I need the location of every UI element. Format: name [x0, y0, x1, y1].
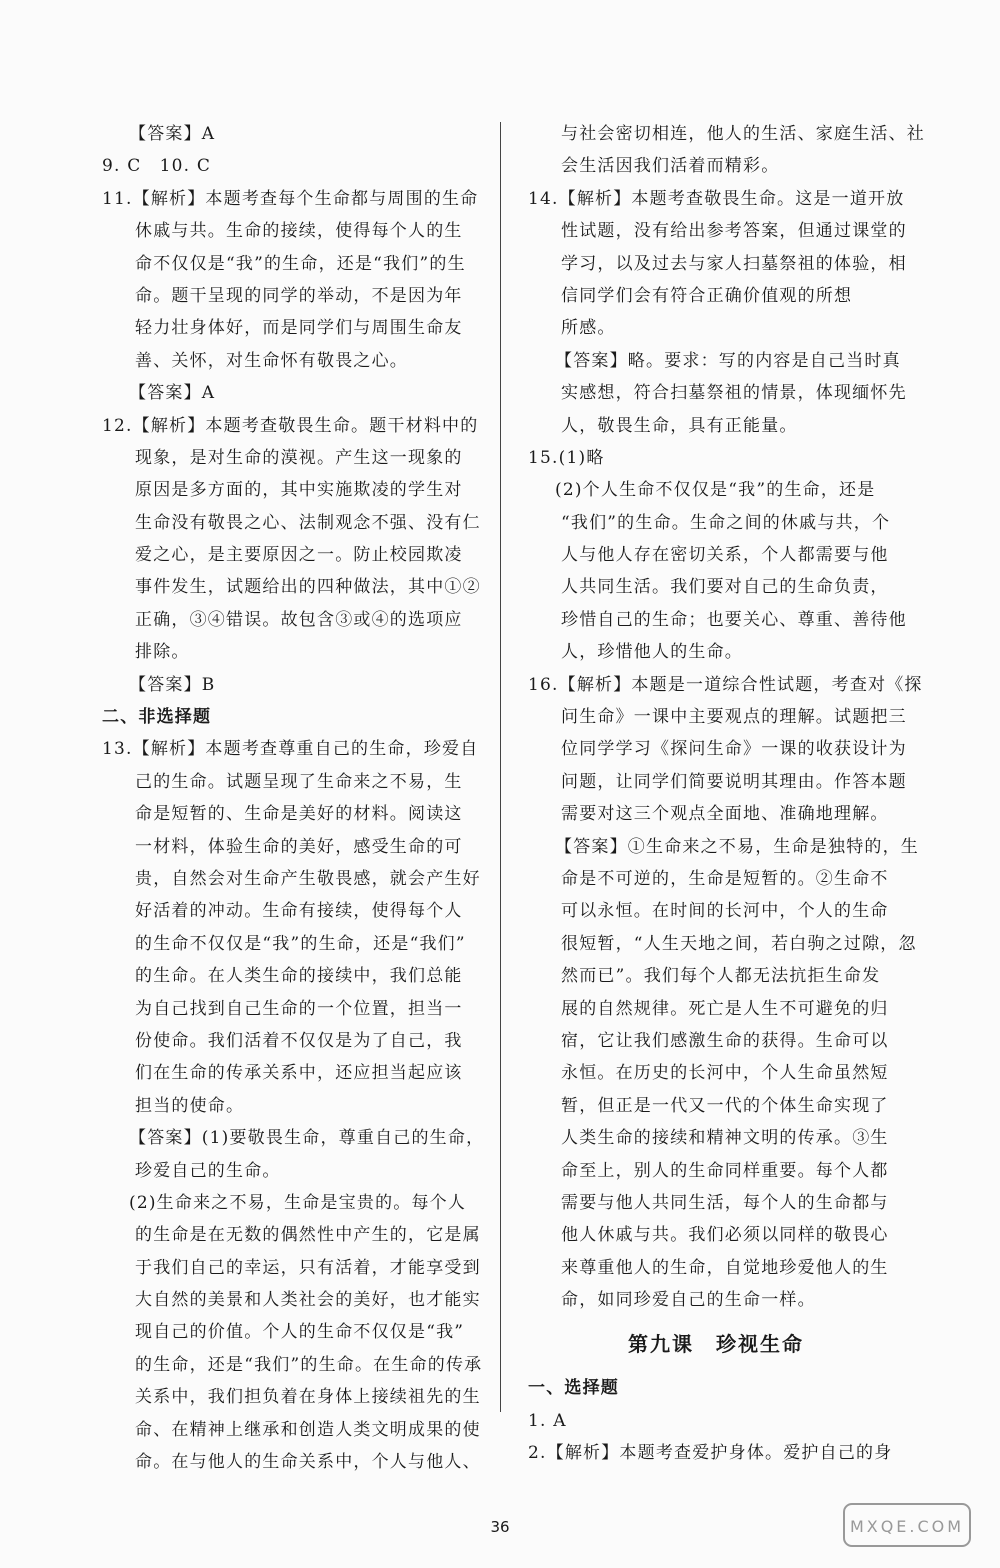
right-text-line: 很短暂，“人生天地之间，若白驹之过隙，忽 — [561, 933, 917, 954]
left-text-line: 于我们自己的幸运，只有活着，才能享受到 — [135, 1257, 481, 1278]
left-text-line: 己的生命。试题呈现了生命来之不易，生 — [135, 771, 463, 792]
left-text-line: 爱之心，是主要原因之一。防止校园欺凌 — [135, 545, 463, 566]
column-divider — [500, 122, 501, 1412]
left-text-line: (2)生命来之不易，生命是宝贵的。每个人 — [129, 1192, 467, 1213]
right-text-line: 与社会密切相连，他人的生活、家庭生活、社 — [561, 124, 925, 144]
right-text-line: 16.【解析】本题是一道综合性试题，考查对《探 — [528, 674, 923, 695]
right-text-line: 人与他人存在密切关系，个人都需要与他 — [561, 545, 889, 566]
left-text-line: 的生命。在人类生命的接续中，我们总能 — [135, 966, 463, 987]
lesson-title: 第九课 珍视生命 — [628, 1332, 804, 1357]
right_after-text-line: 2.【解析】本题考查爱护身体。爱护自己的身 — [528, 1443, 893, 1464]
left-text-line: 正确，③④错误。故包含③或④的选项应 — [135, 609, 463, 630]
left-text-line: 份使命。我们活着不仅仅是为了自己，我 — [135, 1030, 463, 1051]
right-text-line: 他人休戚与共。我们必须以同样的敬畏心 — [561, 1225, 889, 1246]
right-text-line: 人，珍惜他人的生命。 — [561, 642, 743, 663]
left-text-line: 13.【解析】本题考查尊重自己的生命，珍爱自 — [102, 739, 479, 760]
left-text-line: 现象，是对生命的漠视。产生这一现象的 — [135, 447, 463, 468]
left-text-line: 善、关怀，对生命怀有敬畏之心。 — [135, 350, 408, 371]
right-text-line: 性试题，没有给出参考答案，但通过课堂的 — [561, 221, 907, 242]
right-text-line: 人共同生活。我们要对自己的生命负责， — [561, 577, 889, 598]
left-text-line: 11.【解析】本题考查每个生命都与周围的生命 — [102, 188, 479, 209]
right-text-line: 珍惜自己的生命；也要关心、尊重、善待他 — [561, 609, 907, 630]
left-text-line: 贵，自然会对生命产生敬畏感，就会产生好 — [135, 868, 481, 889]
right-text-line: 人类生命的接续和精神文明的传承。③生 — [561, 1128, 889, 1149]
left-text-line: 命不仅仅是“我”的生命，还是“我们”的生 — [135, 253, 466, 274]
right-text-line: 位同学学习《探问生命》一课的收获设计为 — [561, 739, 907, 760]
right-column-lines — [528, 118, 925, 1316]
left-text-line: 的生命，还是“我们”的生命。在生命的传承 — [135, 1354, 483, 1375]
left-text-line: 一材料，体验生命的美好，感受生命的可 — [135, 836, 463, 857]
left-text-line: 【答案】(1)要敬畏生命，尊重自己的生命， — [129, 1128, 485, 1149]
left-text-line: 排除。 — [135, 642, 190, 663]
right-text-line: 然而已”。我们每个人都无法抗拒生命发 — [561, 966, 881, 987]
right-text-line: 问题，让同学们简要说明其理由。作答本题 — [561, 771, 907, 792]
left-text-line: 事件发生，试题给出的四种做法，其中①② — [135, 577, 481, 598]
left-text-line: 命是短暂的、生命是美好的材料。阅读这 — [135, 804, 463, 825]
right-text-line: 宿，它让我们感激生命的获得。生命可以 — [561, 1030, 889, 1051]
right_after-text-line: 1. A — [528, 1410, 567, 1431]
right-text-line: 信同学们会有符合正确价值观的所想 — [561, 285, 853, 306]
left-text-line: 珍爱自己的生命。 — [135, 1160, 281, 1181]
left-text-line: 关系中，我们担负着在身体上接续祖先的生 — [135, 1387, 481, 1408]
svg-text:MXQE.COM: MXQE.COM — [849, 1517, 965, 1536]
left-text-line: 12.【解析】本题考查敬畏生命。题干材料中的 — [102, 415, 479, 436]
left-text-line: 大自然的美景和人类社会的美好，也才能实 — [135, 1290, 481, 1311]
left-text-line: 原因是多方面的，其中实施欺凌的学生对 — [135, 480, 463, 501]
left-text-line: 休戚与共。生命的接续，使得每个人的生 — [135, 221, 463, 242]
right-text-line: 实感想，符合扫墓祭祖的情景，体现缅怀先 — [561, 383, 907, 404]
left-text-line: 【答案】B — [129, 674, 216, 695]
right-text-line: 14.【解析】本题考查敬畏生命。这是一道开放 — [528, 188, 905, 209]
left-text-line: 的生命是在无数的偶然性中产生的，它是属 — [135, 1225, 481, 1246]
left-text-line: 命。题干呈现的同学的举动，不是因为年 — [135, 285, 463, 306]
right-text-line: 需要对这三个观点全面地、准确地理解。 — [561, 804, 889, 825]
right-text-line: 命是不可逆的，生命是短暂的。②生命不 — [561, 868, 889, 889]
left-text-line: 的生命不仅仅是“我”的生命，还是“我们” — [135, 933, 466, 954]
left-text-line: 【答案】A — [129, 383, 216, 404]
left-column — [102, 118, 485, 1478]
right-text-line: 永恒。在历史的长河中，个人生命虽然短 — [561, 1063, 889, 1084]
right-text-line: 来尊重他人的生命，自觉地珍爱他人的生 — [561, 1257, 889, 1278]
right-text-line: 所感。 — [561, 318, 616, 339]
right-text-line: 问生命》一课中主要观点的理解。试题把三 — [561, 707, 907, 728]
right-text-line: 【答案】①生命来之不易，生命是独特的，生 — [555, 836, 919, 857]
left-text-line: 9. C 10. C — [102, 156, 212, 177]
right-text-line: 需要与他人共同生活，每个人的生命都与 — [561, 1192, 889, 1213]
right-text-line: 学习，以及过去与家人扫墓祭祖的体验，相 — [561, 253, 907, 274]
right-text-line: 【答案】略。要求：写的内容是自己当时真 — [555, 350, 901, 371]
right-text-line: 人，敬畏生命，具有正能量。 — [561, 415, 798, 436]
left-text-line: 命。在与他人的生命关系中，个人与他人、 — [135, 1452, 481, 1473]
watermark-logo — [842, 1500, 972, 1554]
left-text-line: 【答案】A — [129, 124, 216, 144]
right_after-text-line: 一、选择题 — [528, 1378, 619, 1399]
left-text-line: 生命没有敬畏之心、法制观念不强、没有仁 — [135, 512, 481, 533]
right-text-line: 可以永恒。在时间的长河中，个人的生命 — [561, 901, 889, 922]
right-text-line: 命，如同珍爱自己的生命一样。 — [561, 1290, 816, 1311]
left-text-line: 现自己的价值。个人的生命不仅仅是“我” — [135, 1322, 465, 1343]
right-column — [528, 118, 925, 1470]
right-text-line: “我们”的生命。生命之间的休戚与共，个 — [561, 512, 891, 533]
left-text-line: 轻力壮身体好，而是同学们与周围生命友 — [135, 318, 463, 339]
left-text-line: 命、在精神上继承和创造人类文明成果的使 — [135, 1419, 481, 1440]
right-text-line: 15.(1)略 — [528, 447, 605, 468]
left-text-line: 担当的使命。 — [135, 1095, 245, 1116]
page-number: 36 — [490, 1518, 510, 1536]
left-text-line: 为自己找到自己生命的一个位置，担当一 — [135, 998, 463, 1019]
left-text-line: 二、非选择题 — [102, 707, 212, 728]
right-text-line: 暂，但正是一代又一代的个体生命实现了 — [561, 1095, 889, 1116]
right-column-after-title — [528, 1372, 904, 1469]
right-text-line: 命至上，别人的生命同样重要。每个人都 — [561, 1160, 889, 1181]
left-text-line: 们在生命的传承关系中，还应担当起应该 — [135, 1063, 463, 1084]
left-text-line: 好活着的冲动。生命有接续，使得每个人 — [135, 901, 463, 922]
right-text-line: 会生活因我们活着而精彩。 — [561, 156, 780, 177]
right-text-line: (2)个人生命不仅仅是“我”的生命，还是 — [555, 480, 876, 501]
right-text-line: 展的自然规律。死亡是人生不可避免的归 — [561, 998, 889, 1019]
